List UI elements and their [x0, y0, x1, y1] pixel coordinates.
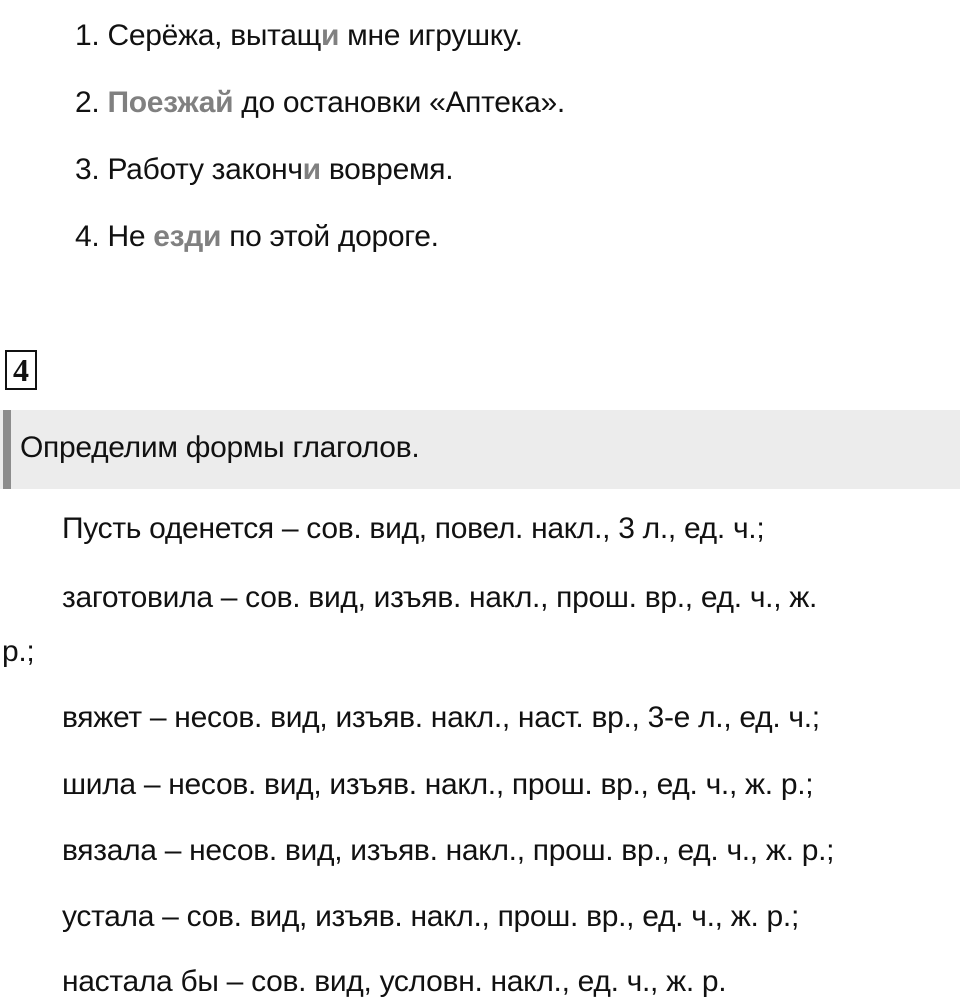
verb-form-line: шила – несов. вид, изъяв. накл., прош. вр., ед. ч., ж. р.;	[62, 768, 814, 801]
item-text-after: вовремя.	[320, 153, 454, 186]
item-text-after: мне игрушку.	[339, 19, 523, 52]
highlighted-verb: Поезжай	[107, 86, 234, 119]
answer-callout	[0, 410, 960, 489]
item-text-after: до остановки «Аптека».	[233, 86, 565, 119]
verb-form-line: вязала – несов. вид, изъяв. накл., прош. вр., ед. ч., ж. р.;	[62, 834, 835, 867]
list-item	[75, 152, 453, 188]
task-number-badge: 4	[5, 350, 37, 390]
verb-form-line: заготовила – сов. вид, изъяв. накл., прош. вр., ед. ч., ж.	[62, 581, 818, 614]
list-item	[75, 18, 523, 54]
item-text-before: Серёжа, вытащ	[107, 19, 321, 52]
verb-form-line-wrap: р.;	[2, 635, 35, 668]
callout-accent-bar	[3, 410, 11, 489]
highlighted-ending: и	[320, 19, 340, 52]
verb-form-line: настала бы – сов. вид, условн. накл., ед. ч., ж. р.	[62, 965, 727, 998]
item-number: 2.	[75, 86, 100, 119]
item-number: 3.	[75, 153, 100, 186]
verb-form-line: устала – сов. вид, изъяв. накл., прош. вр., ед. ч., ж. р.;	[62, 900, 799, 933]
verb-form-line: Пусть оденется – сов. вид, повел. накл., 3 л., ед. ч.;	[62, 512, 765, 545]
answer-intro-text: Определим формы глаголов.	[20, 431, 420, 464]
item-text-before: Не	[107, 220, 154, 253]
highlighted-ending: и	[302, 153, 321, 186]
list-item	[75, 85, 565, 121]
verb-form-line: вяжет – несов. вид, изъяв. накл., наст. вр., 3-е л., ед. ч.;	[62, 701, 820, 734]
item-text-after: по этой дороге.	[221, 220, 439, 253]
highlighted-verb: езди	[153, 220, 222, 253]
item-number: 1.	[75, 19, 100, 52]
item-text-before: Работу законч	[107, 153, 303, 186]
item-number: 4.	[75, 220, 100, 253]
list-item	[75, 219, 439, 255]
